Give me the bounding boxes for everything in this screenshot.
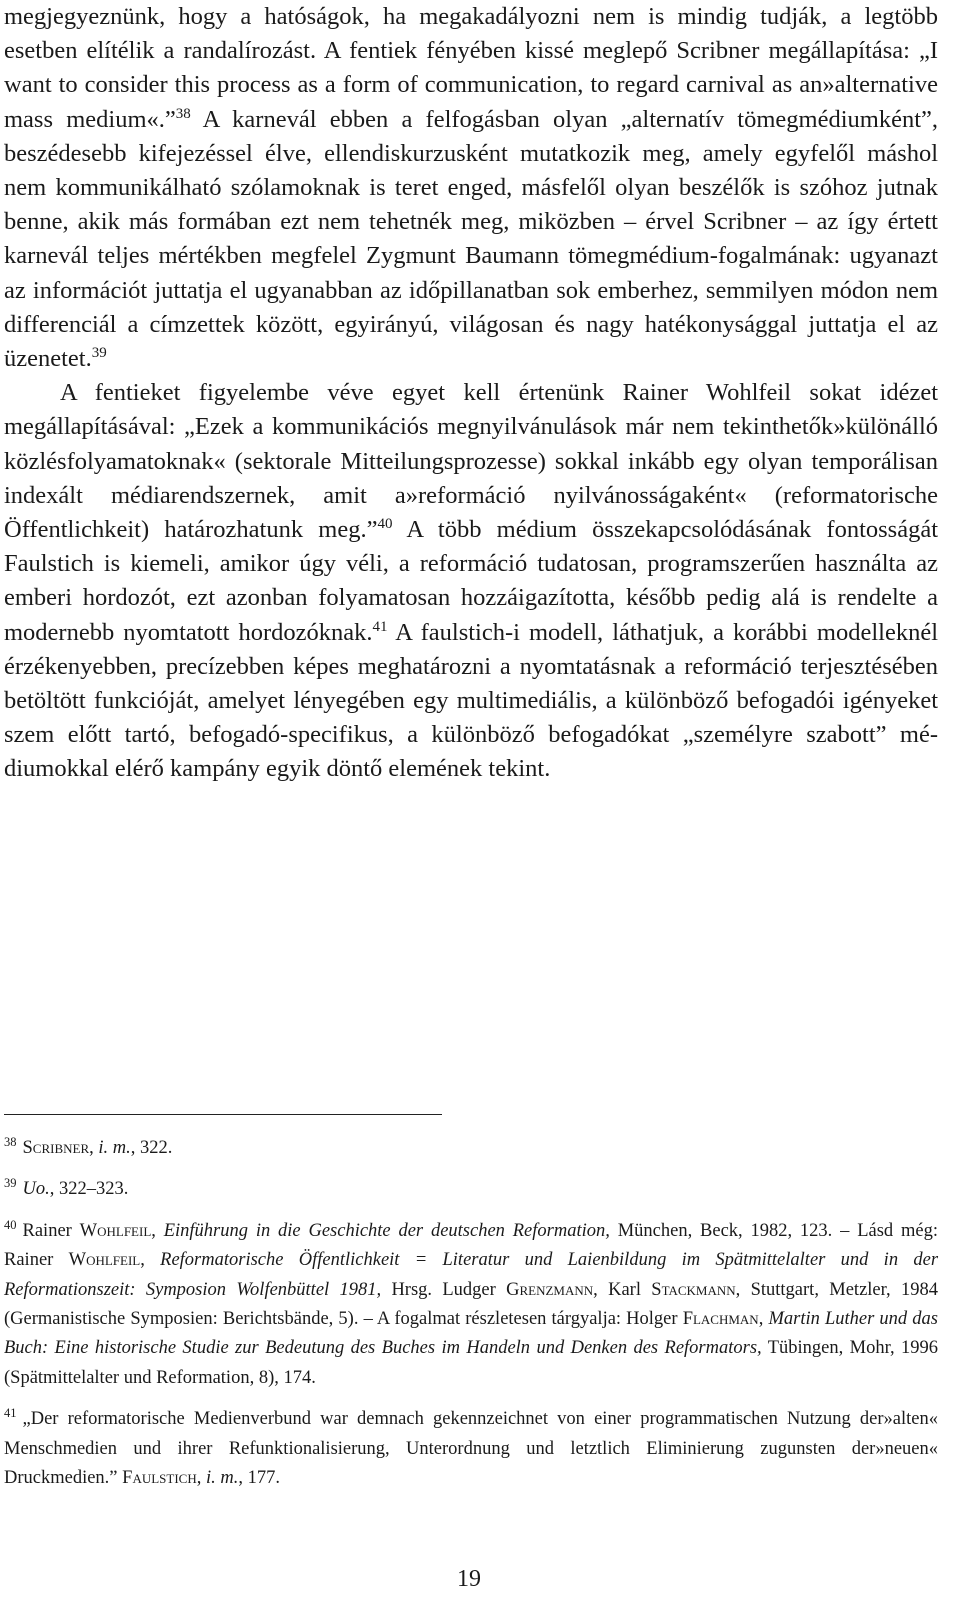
footnote-38 xyxy=(4,1134,938,1163)
footnote-book-title: Einführung in die Geschichte der deutschen Reformation, xyxy=(163,1220,610,1241)
paragraph-1 xyxy=(4,0,938,376)
paragraph-2-text-a: A fentieket figyelembe véve egyet kell értenünk Rainer Wohlfeil sokat idézet megállapításával: „Ezek a kommunikációs megnyilvánulások már nem tekinthetők»különálló közlésfolyamatoknak« (sektorale Mitteilungsprozesse) sokkal inkább egy olyan temporálisan indexált médiarendszernek, amit a»reformáció nyilvánosságaként« (reformatorische Öffentlichkeit) határozhatunk meg.” xyxy=(4,379,938,544)
footnote-divider xyxy=(4,1114,442,1115)
footnote-book-title: Reformatorische Öffentlichkeit = Literatur und Laienbildung im Spätmittelalter und in der Reformationszeit: Symposion Wolfenbüttel 1981, xyxy=(4,1250,939,1300)
footnote-text: , Karl xyxy=(593,1279,652,1300)
footnote-author: Flachman xyxy=(682,1309,759,1330)
footnote-text: , xyxy=(196,1468,206,1489)
footnote-abbrev: i. m. xyxy=(205,1468,239,1489)
paragraph-2-text-c: A faulstich-i modell, láthatjuk, a korábbi modelleknél érzékenyebben, precízebben képes meghatározni a nyomtatásnak a reformáció terjesztésében betöltött funkcióját, amelyet lényegében egy multimediális, a különböző befogadói igényeket szem előtt tartó, befogadó-specifikus, a különböző befogadókat „személyre szabott” médiumokkal elérő kampány egyik döntő elemének tekint. xyxy=(4,618,939,783)
footnote-number: 39 xyxy=(4,1176,17,1191)
footnote-number: 41 xyxy=(4,1406,17,1421)
footnotes xyxy=(4,1134,938,1505)
footnote-40 xyxy=(4,1217,938,1393)
footnote-text: , 177. xyxy=(238,1468,280,1489)
footnote-author: Scribner xyxy=(22,1138,90,1158)
footnote-text: , xyxy=(140,1250,161,1271)
paragraph-2 xyxy=(4,376,938,786)
paragraph-1-text-b: A karnevál ebben a felfogásban olyan „alternatív tömegmédiumként”, beszédesebb kifejezéssel élve, ellendiskurzusként mutatkozik meg, amely egyfelől máshol nem kommunikálható szólamoknak is teret enged, másfelől olyan beszélők is szóhoz jutnak benne, akik más formában ezt nem tehetnék meg, miközben – érvel Scribner – az így értett karnevál teljes mértékben megfelel Zygmunt Baumann tömegmédium-fogalmának: ugyanazt az információt juttatja el ugyanabban az időpillanatban sok emberhez, semmilyen módon nem differenciál a címzettek között, egyirányú, világosan és nagy hatékonysággal juttatja el az üzenetet. xyxy=(4,105,938,373)
page-number: 19 xyxy=(457,1566,481,1592)
paragraph-2-text-b: A több médium összekapcsolódásának fontosságát Faulstich is kiemeli, amikor úgy véli, a reformáció tudatosan, programszerűen használta az emberi hordozót, ezt azonban folyamatosan hozzáigazította, később pedig alá is rendelte a modernebb nyomtatott hordozóknak. xyxy=(4,516,939,646)
footnote-author: Wohlfeil xyxy=(79,1220,152,1241)
footnote-text: Hrsg. Ludger xyxy=(381,1279,507,1300)
footnote-number: 38 xyxy=(4,1135,17,1149)
footnote-number: 40 xyxy=(4,1217,17,1232)
paragraph-1-text-a: megjegyeznünk, hogy a hatóságok, ha megakadályozni nem is mindig tudják, a legtöbb esetben elítélik a randalírozást. A fentiek fényében kissé meglepő Scribner megállapítása: „I want to consider this process as a form of communication, to regard carnival as an»alternative mass medium«.” xyxy=(4,3,938,133)
footnote-quote: „Der reformatorische Medienverbund war demnach gekennzeichnet von einer programmatischen Nutzung der»alten« Menschmedien und ihrer Refunktionalisierung, Unterordnung und letztlich Eliminierung zugunsten der»neuen« Druckmedien.” xyxy=(4,1409,938,1489)
footnote-text: Rainer xyxy=(22,1220,80,1241)
footnote-author: Faulstich xyxy=(122,1468,197,1489)
footnote-text: München, Beck, 1982, 123. – Lásd még: Rainer xyxy=(4,1220,938,1271)
footnote-ref-38[interactable]: 38 xyxy=(175,105,191,122)
footnote-abbrev: Uo. xyxy=(22,1179,50,1200)
footnote-text: Tübingen, Mohr, 1996 (Spätmittelalter und Reformation, 8), 174. xyxy=(4,1338,939,1388)
footnote-ref-40[interactable]: 40 xyxy=(377,516,393,533)
footnote-text: , xyxy=(758,1309,769,1330)
footnote-author: Grenzmann xyxy=(506,1279,594,1300)
body-text xyxy=(4,0,938,787)
footnote-ref-41[interactable]: 41 xyxy=(372,618,388,635)
footnote-abbrev: i. m. xyxy=(98,1138,131,1158)
footnote-text: , 322–323. xyxy=(49,1179,129,1200)
footnote-39 xyxy=(4,1175,938,1204)
footnote-text: , Stuttgart, Metzler, 1984 (Germanistische Symposien: Berichtsbände, 5). – A fogalmat részletesen tárgyalja: Holger xyxy=(4,1279,938,1330)
footnote-author: Wohlfeil xyxy=(68,1250,141,1271)
footnote-text: , xyxy=(89,1138,99,1158)
footnote-book-title: Martin Luther und das Buch: Eine historische Studie zur Bedeutung des Buches im Handeln und Denken des Reformators, xyxy=(4,1309,939,1359)
footnote-ref-39[interactable]: 39 xyxy=(91,345,107,362)
footnote-41 xyxy=(4,1405,938,1493)
footnote-text: , 322. xyxy=(130,1138,173,1158)
footnote-author: Stackmann xyxy=(651,1279,736,1300)
footnote-text: , xyxy=(151,1220,164,1241)
